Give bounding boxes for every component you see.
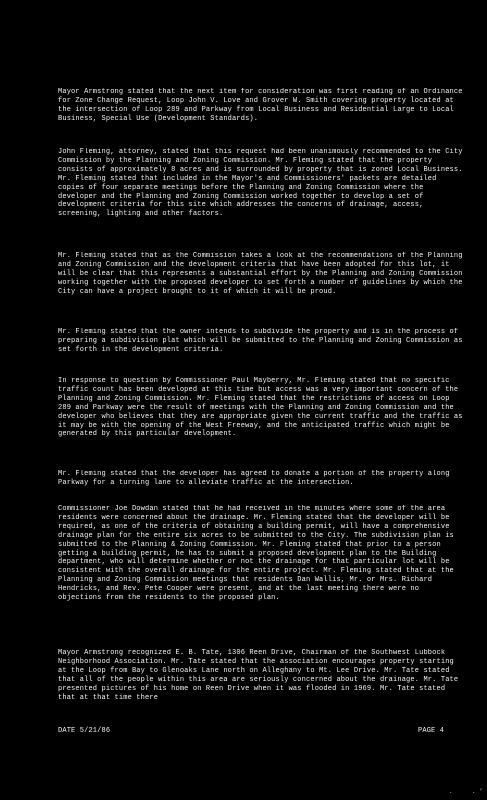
paragraph-turning-lane: Mr. Fleming stated that the developer has agreed to donate a portion of the property along Parkway for a turning lane to alleviate traffic at the intersection. [58,470,450,487]
paragraph-development-criteria: Mr. Fleming stated that as the Commission takes a look at the recommendations of the Planning and Zoning Commission and the development criteria that have been adopted for this lot, it will be clear that this represents a substantial effort by the Planning and Zoning Commission working together with the proposed developer to set forth a number of guidelines by which the City can have a project brought to it of which it will be proud. [58,252,463,296]
paragraph-drainage-concerns: Commissioner Joe Dowdan stated that he had received in the minutes where some of the area residents were concerned about the drainage. Mr. Fleming stated that the developer will be required, as one of the criteria of obtaining a building permit, will have a comprehensive drainage plan for the entire six acres to be submitted to the City. The subdivision plan is submitted to the Planning & Zoning Commission. Mr. Fleming stated that prior to a person getting a building permit, he has to submit a proposed development plan to the Building department, who will determine whether or not the drainage for that particular lot will be consistent with the overall drainage for the entire project. Mr. Fleming stated that at the Planning and Zoning Commission meetings that residents Dan Wallis, Mr. or Mrs. Richard Hendricks, and Rev. Pete Cooper were present, and at the last meeting there were no objections from the residents to the proposed plan. [58,505,454,603]
scan-mark: . [449,788,453,795]
paragraph-fleming-recommendation: John Fleming, attorney, stated that this request had been unanimously recommended to the City Commission by the Planning and Zoning Commission. Mr. Fleming stated that the property consists of approximately 8 acres and is surrounded by property that is zoned Local Business. Mr. Fleming stated that included in the Mayor's and Commissioners' packets are detailed copies of four separate meetings before the Planning and Zoning Commission where the developer and the Planning and Zoning Commission worked together to develop a set of development criteria for this site which addresses the concerns of drainage, access, screening, lighting and other factors. [58,148,463,219]
paragraph-zone-change-item: Mayor Armstrong stated that the next item for consideration was first reading of an Ordinance for Zone Change Request, Loop John V. Love and Grover W. Smith covering property located at the intersection of Loop 289 and Parkway from Local Business and Residential Large to Local Business, Special Use (Development Standards). [58,88,463,123]
paragraph-traffic-access: In response to question by Commissioner Paul Mayberry, Mr. Fleming stated that no specific traffic count has been developed at this time but access was a very important concern of the Planning and Zoning Commission. Mr. Fleming stated that the restrictions of access on Loop 289 and Parkway were the result of meetings with the Planning and Zoning Commission and the developer who believes that they are appropriate given the current traffic and the traffic as it may be with the opening of the West Freeway, and the anticipated traffic which might be generated by this particular development. [58,377,463,439]
footer-page-number: PAGE 4 [418,727,445,735]
paragraph-neighborhood-association: Mayor Armstrong recognized E. B. Tate, 1306 Reen Drive, Chairman of the Southwest Lubbock Neighborhood Association. Mr. Tate stated that the association encourages property starting at the Loop from Bay to Glenoaks Lane north on Alleghany to Mt. Lee Drive. Mr. Tate stated that all of the people within this area are seriously concerned about the drainage. Mr. Tate presented pictures of his home on Reen Drive when it was flooded in 1969. Mr. Tate stated that at that time there [58,649,459,702]
paragraph-subdivision-plat: Mr. Fleming stated that the owner intends to subdivide the property and is in the process of preparing a subdivision plat which will be submitted to the Planning and Zoning Commission as set forth in the development criteria. [58,328,463,354]
footer-date: DATE 5/21/86 [58,727,111,735]
scan-mark: . ’ [472,788,483,795]
